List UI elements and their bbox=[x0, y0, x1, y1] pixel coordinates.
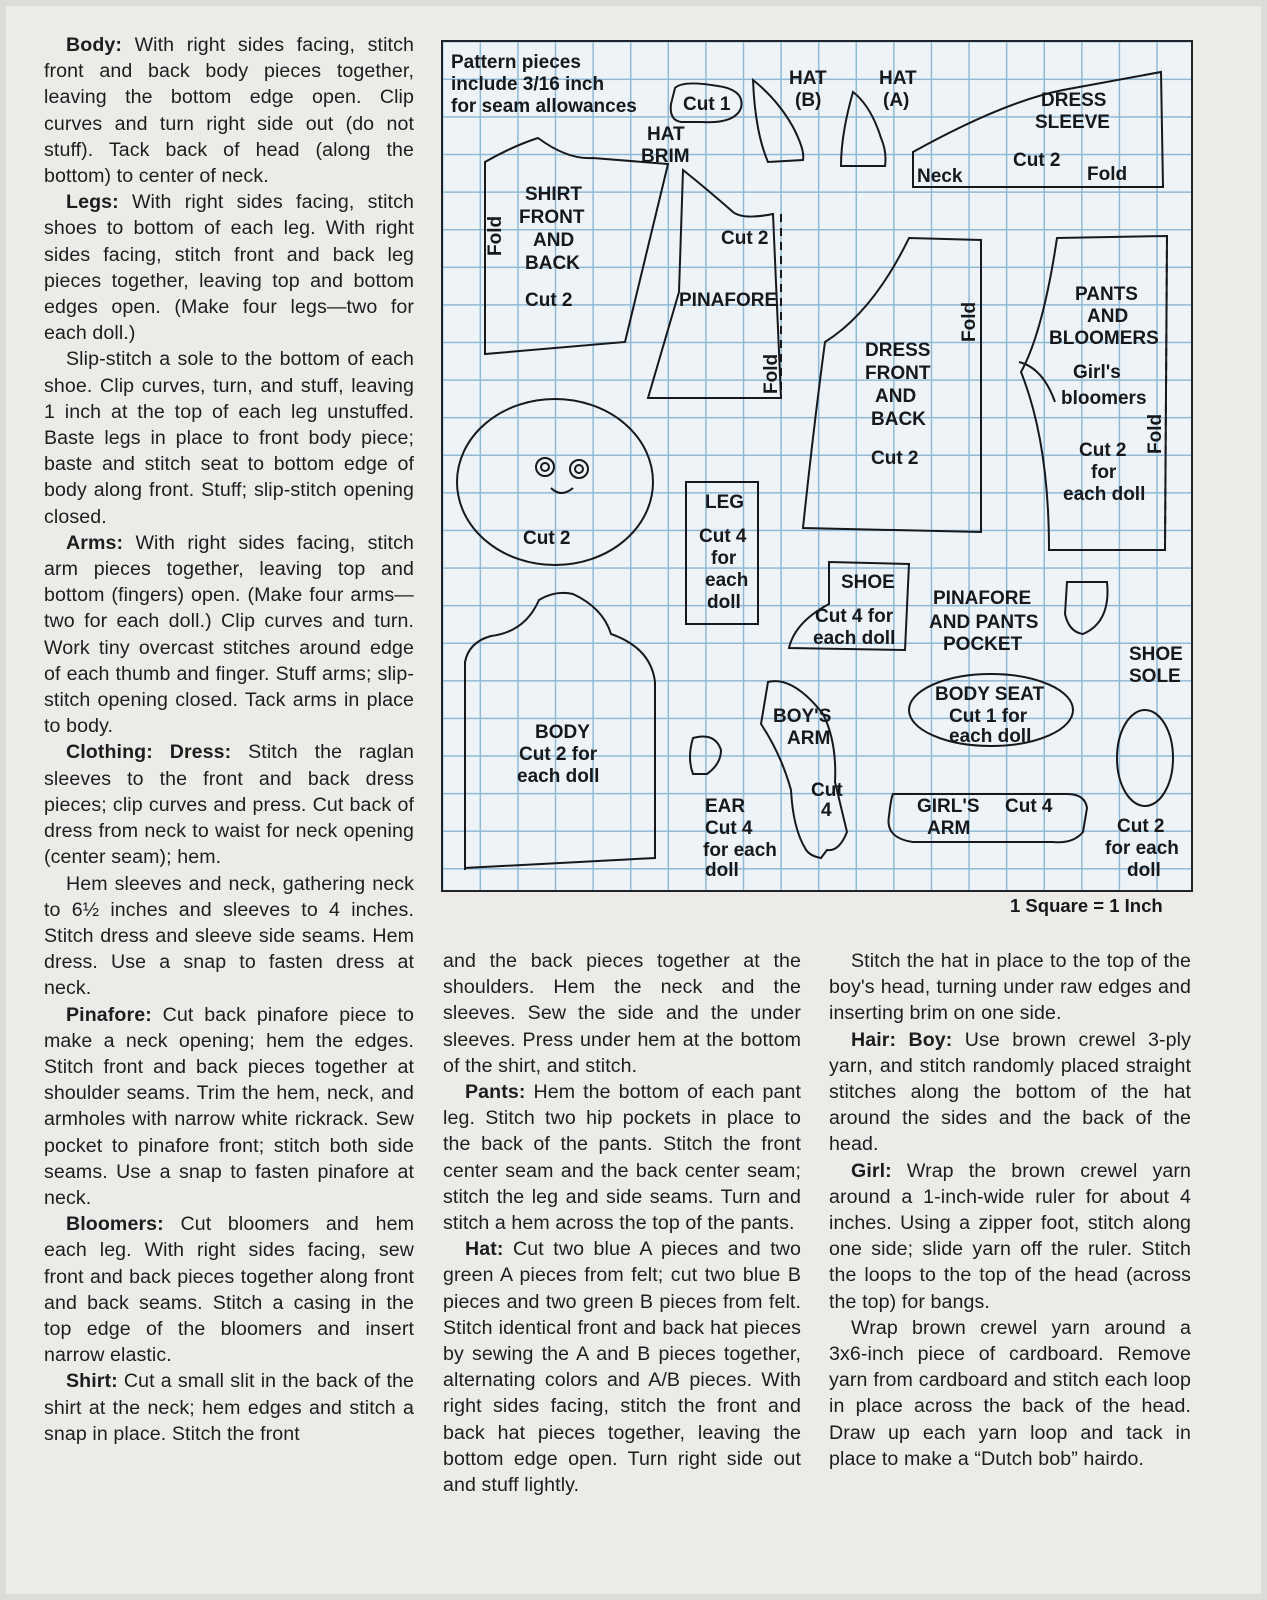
dress-front-label: DRESS bbox=[865, 340, 931, 361]
pants-fold-line bbox=[1165, 236, 1167, 550]
paragraph-text: Stitch the raglan sleeves to the front and back dress pieces; clip curves and press. Cut back of dress from neck to waist for neck opening (center seam); hem. bbox=[44, 741, 415, 869]
paragraph-hat bbox=[443, 1236, 801, 1498]
girls-arm-cut: Cut 4 bbox=[1005, 796, 1053, 817]
girls-arm-label-2: ARM bbox=[927, 818, 971, 839]
eye-left bbox=[536, 458, 554, 476]
leg-cut-3: each bbox=[705, 570, 749, 591]
pants-label: PANTS bbox=[1075, 284, 1138, 305]
pattern-note-line-3: for seam allowances bbox=[451, 96, 637, 117]
leg-cut-4: doll bbox=[707, 592, 741, 613]
girls-bloomers-label-2: bloomers bbox=[1061, 388, 1147, 409]
pants-label-3: BLOOMERS bbox=[1049, 328, 1159, 349]
pinafore-cut: Cut 2 bbox=[721, 228, 769, 249]
paragraph-hat-stitch bbox=[829, 948, 1191, 1027]
paragraph-body bbox=[44, 32, 414, 189]
paragraph-pinafore bbox=[44, 1002, 414, 1212]
shoe-sole-cut-2: for each bbox=[1105, 838, 1179, 859]
boys-arm-cut-2: 4 bbox=[821, 800, 832, 821]
dress-front-cut: Cut 2 bbox=[871, 448, 919, 469]
boys-arm-cut: Cut bbox=[811, 780, 843, 801]
paragraph-text: Hem the bottom of each pant leg. Stitch two hip pockets in place to the back of the pants. Stitch the front center seam and the back center seam; stitch the leg and side seams. Turn and stitch a hem across the top of the pants. bbox=[443, 1081, 801, 1235]
pants-fold-label: Fold bbox=[1145, 413, 1166, 454]
dress-sleeve-neck: Neck bbox=[917, 166, 963, 187]
shoe-sole-label: SHOE bbox=[1129, 644, 1183, 665]
hat-b-label-2: (B) bbox=[795, 90, 822, 111]
pants-cut: Cut 2 bbox=[1079, 440, 1127, 461]
pinafore-fold-label: Fold bbox=[761, 353, 782, 394]
shirt-fold-label: Fold bbox=[485, 215, 506, 256]
run-in-heading: Pinafore: bbox=[66, 1003, 152, 1026]
pocket-label-2: AND PANTS bbox=[929, 612, 1039, 633]
pattern-pieces bbox=[443, 42, 1195, 894]
dress-front-outline bbox=[803, 238, 981, 532]
leg-cut-2: for bbox=[711, 548, 737, 569]
paragraph-arms bbox=[44, 530, 414, 740]
dress-front-fold-label: Fold bbox=[959, 301, 980, 342]
dress-sleeve-fold: Fold bbox=[1087, 164, 1128, 185]
head-cut: Cut 2 bbox=[523, 528, 571, 549]
shoe-sole-cut: Cut 2 bbox=[1117, 816, 1165, 837]
pattern-note-line-2: include 3/16 inch bbox=[451, 74, 605, 95]
ear-outline bbox=[690, 737, 721, 775]
ear-cut-2: for each bbox=[703, 840, 777, 861]
shoe-sole-outline bbox=[1117, 710, 1173, 806]
paragraph-text: With right sides facing, stitch arm pieces together, leaving top and bottom (fingers) open. (Make four arms—two for each doll.) Clip curves and turn. Work tiny overcast stitches around edge of each thumb and finger. Stuff arms; slip-stitch opening closed. Tack arms in place to body. bbox=[44, 531, 414, 738]
girls-bloomers-label: Girl's bbox=[1073, 362, 1121, 383]
paragraph-text: With right sides facing, stitch shoes to bottom of each leg. With right sides facing, stitch front and back leg pieces together, leaving top and bottom edges open. (Make four legs—two for each doll.) bbox=[44, 191, 414, 345]
hat-brim-cut: Cut 1 bbox=[683, 94, 731, 115]
paragraph-text: Stitch the hat in place to the top of the boy's head, turning under raw edges and inserting brim on one side. bbox=[829, 950, 1191, 1025]
dress-front-label-2: FRONT bbox=[865, 363, 931, 384]
pants-cut-3: each doll bbox=[1063, 484, 1146, 505]
shirt-label-2: FRONT bbox=[519, 207, 585, 228]
paragraph-bloomers bbox=[44, 1211, 414, 1368]
dress-front-label-3: AND bbox=[875, 386, 917, 407]
run-in-heading: Clothing: Dress: bbox=[66, 741, 232, 764]
paragraph-shirt bbox=[44, 1368, 414, 1447]
eye-right bbox=[570, 460, 588, 478]
paragraph-text: Cut two blue A pieces and two green A pieces from felt; cut two blue B pieces and two green B pieces from felt. Stitch identical front and back hat pieces by sewing the A and B pieces together, alternating colors and A/B pieces. With right sides facing, stitch the front and back hat pieces together, leaving the bottom edge open. Turn right side out and stuff lightly. bbox=[443, 1238, 801, 1497]
hat-a-outline bbox=[841, 92, 886, 166]
body-seat-cut: Cut 1 for bbox=[949, 706, 1028, 727]
body-cut: Cut 2 for bbox=[519, 744, 598, 765]
paragraph-text: With right sides facing, stitch front and back body pieces together, leaving the bottom edge open. Clip curves and turn right side out (do not stuff). Tack back of head (along the bottom) to center of neck. bbox=[44, 34, 414, 188]
leg-cut: Cut 4 bbox=[699, 526, 747, 547]
paragraph-legs bbox=[44, 189, 414, 346]
shoe-cut-2: each doll bbox=[813, 628, 896, 649]
paragraph-pants bbox=[443, 1079, 801, 1236]
text-column-2 bbox=[443, 948, 801, 1498]
run-in-heading: Shirt: bbox=[66, 1370, 118, 1393]
boys-arm-label-2: ARM bbox=[787, 728, 831, 749]
body-seat-label: BODY SEAT bbox=[935, 684, 1045, 705]
hat-a-label: HAT bbox=[879, 68, 917, 89]
shirt-outline bbox=[485, 138, 668, 354]
run-in-heading: Pants: bbox=[465, 1081, 526, 1104]
body-label: BODY bbox=[535, 722, 590, 743]
dress-sleeve-cut: Cut 2 bbox=[1013, 150, 1061, 171]
shirt-label: SHIRT bbox=[525, 184, 582, 205]
leg-label: LEG bbox=[705, 492, 745, 513]
text-column-3 bbox=[829, 948, 1191, 1472]
body-cut-2: each doll bbox=[517, 766, 600, 787]
run-in-heading: Legs: bbox=[66, 191, 119, 214]
paragraph-text: Cut a small slit in the back of the shirt at the neck; hem edges and stitch a snap in place. Stitch the front bbox=[44, 1370, 414, 1445]
run-in-heading: Hair: Boy: bbox=[851, 1028, 953, 1051]
dress-sleeve-label: DRESS bbox=[1041, 90, 1107, 111]
dress-sleeve-label-2: SLEEVE bbox=[1035, 112, 1110, 133]
pattern-note-line-1: Pattern pieces bbox=[451, 52, 581, 73]
shoe-label: SHOE bbox=[841, 572, 895, 593]
eye-right-inner bbox=[575, 465, 583, 473]
ear-cut-3: doll bbox=[705, 860, 739, 881]
hat-brim-label-2: BRIM bbox=[641, 146, 690, 167]
paragraph-hair-girl bbox=[829, 1158, 1191, 1315]
ear-cut: Cut 4 bbox=[705, 818, 753, 839]
pattern-grid bbox=[441, 40, 1193, 892]
run-in-heading: Arms: bbox=[66, 531, 124, 554]
boys-arm-label: BOY'S bbox=[773, 706, 832, 727]
body-seat-cut-2: each doll bbox=[949, 726, 1032, 747]
paragraph-text: Cut bloomers and hem each leg. With right sides facing, sew front and back pieces together along front and back seams. Stitch a casing in the top edge of the bloomers and insert narrow elastic. bbox=[44, 1213, 414, 1367]
shirt-label-3: AND bbox=[533, 230, 575, 251]
run-in-heading: Hat: bbox=[465, 1238, 504, 1261]
paragraph-text: Slip-stitch a sole to the bottom of each shoe. Clip curves, turn, and stuff, leaving 1 inch at the top of each leg unstuffed. Baste legs in place to front body piece; baste and stitch seat to bottom edge of body along front. Stuff; slip-stitch opening closed. bbox=[44, 348, 414, 528]
shoe-sole-cut-3: doll bbox=[1127, 860, 1161, 881]
paragraph-text: Cut back pinafore piece to make a neck opening; hem the edges. Stitch front and back pieces together at shoulder seams. Trim the hem, neck, and armholes with narrow white rickrack. Sew pocket to pinafore front; stitch both side seams. Use a snap to fasten pinafore at neck. bbox=[44, 1003, 414, 1209]
paragraph-hem-sleeves bbox=[44, 871, 414, 1002]
shirt-cut: Cut 2 bbox=[525, 290, 573, 311]
ear-label: EAR bbox=[705, 796, 746, 817]
mouth bbox=[551, 488, 573, 493]
eye-left-inner bbox=[541, 463, 549, 471]
run-in-heading: Body: bbox=[66, 34, 123, 56]
dress-front-label-4: BACK bbox=[871, 409, 926, 430]
paragraph-hair-boy bbox=[829, 1027, 1191, 1158]
hat-b-label: HAT bbox=[789, 68, 827, 89]
pocket-label-3: POCKET bbox=[943, 634, 1023, 655]
pocket-outline bbox=[1065, 582, 1108, 634]
paragraph-slip-stitch bbox=[44, 346, 414, 529]
hat-a-label-2: (A) bbox=[883, 90, 910, 111]
shirt-label-4: BACK bbox=[525, 253, 580, 274]
paragraph-shirt-cont bbox=[443, 948, 801, 1079]
scale-label: 1 Square = 1 Inch bbox=[1010, 895, 1163, 916]
pocket-label: PINAFORE bbox=[933, 588, 1032, 609]
paragraph-text: Wrap brown crewel yarn around a 3x6-inch piece of cardboard. Remove yarn from cardboard and stitch each loop in place across the back of the head. Draw up each yarn loop and tack in place to make a “Dutch bob” hairdo. bbox=[829, 1316, 1191, 1470]
pants-cut-2: for bbox=[1091, 462, 1117, 483]
run-in-heading: Bloomers: bbox=[66, 1213, 164, 1236]
paragraph-text: Hem sleeves and neck, gathering neck to 6½ inches and sleeves to 4 inches. Stitch dress and sleeve side seams. Hem dress. Use a snap to fasten dress at neck. bbox=[44, 872, 414, 1000]
shoe-sole-label-2: SOLE bbox=[1129, 666, 1181, 687]
hat-brim-label: HAT bbox=[647, 124, 685, 145]
text-column-1 bbox=[44, 32, 414, 1447]
shoe-cut: Cut 4 for bbox=[815, 606, 894, 627]
paragraph-text: Use brown crewel 3-ply yarn, and stitch randomly placed straight stitches along the bottom of the hat around the sides and the back of the head. bbox=[829, 1028, 1191, 1156]
girls-arm-label: GIRL'S bbox=[917, 796, 980, 817]
pinafore-label: PINAFORE bbox=[679, 290, 778, 311]
paragraph-dress bbox=[44, 739, 414, 870]
run-in-heading: Girl: bbox=[851, 1159, 892, 1182]
paragraph-text: and the back pieces together at the shoulders. Hem the neck and the sleeves. Sew the side and the under sleeves. Press under hem at the bottom of the shirt, and stitch. bbox=[443, 950, 801, 1077]
paragraph-text: Wrap the brown crewel yarn around a 1-inch-wide ruler for about 4 inches. Using a zipper foot, stitch along one side; slide yarn off the ruler. Stitch the loops to the top of the head (across the top) for bangs. bbox=[829, 1159, 1191, 1313]
pants-label-2: AND bbox=[1087, 306, 1129, 327]
paragraph-dutch-bob bbox=[829, 1315, 1191, 1472]
